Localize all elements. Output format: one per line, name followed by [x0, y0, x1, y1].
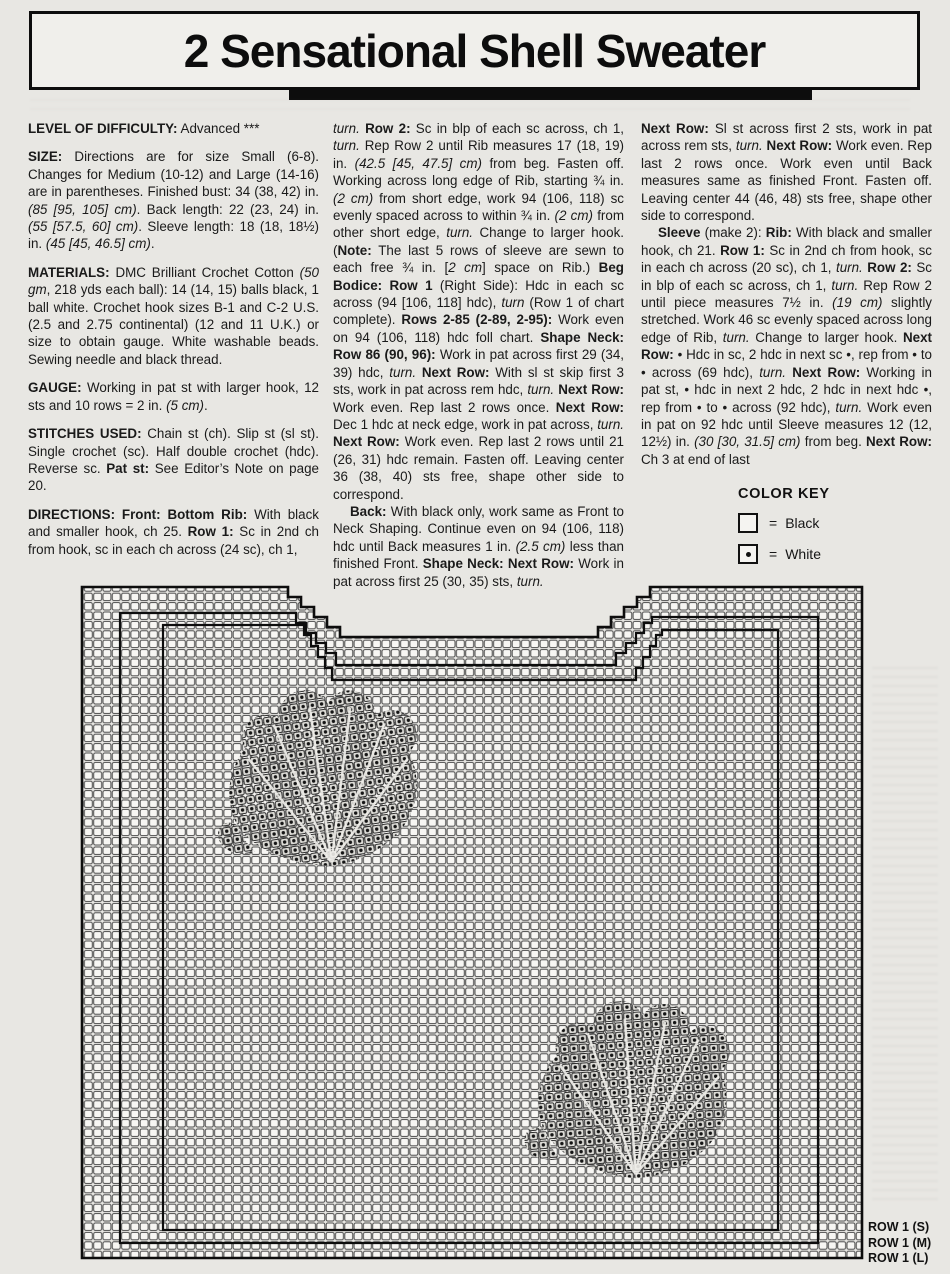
color-key-item-black — [738, 513, 830, 533]
paragraph: SIZE: Directions are for size Small (6-8). Changes for Medium (10-12) and Large (14-16) are in parentheses. Finished bust: 34 (38, 42) in. (85 [95, 105] cm). Back length: 22 (23, 24) in. (55 [57.5, 60] cm). Sleeve length: 18 (18, 18½) in. (45 [45, 46.5] cm). — [28, 149, 319, 252]
color-key-label-black: Black — [785, 515, 820, 531]
paragraph: MATERIALS: DMC Brilliant Crochet Cotton (50 gm, 218 yds each ball): 14 (14, 15) balls black, 1 ball white. Crochet hook sizes B-1 and C-2 U.S. (2.5 and 2.75 continental) (12 and 11 U.K.) or size to obtain gauge. White washable beads. Sewing needle and black thread. — [28, 264, 319, 367]
color-key-title: COLOR KEY — [738, 486, 830, 502]
paragraph: Next Row: Sl st across first 2 sts, work in pat across rem sts, turn. Next Row: Work even. Rep last 2 rows once. Work even until Back measures same as finished Front. Fasten off. Leaving center 44 (46, 48) sts free, shape other side to correspond. — [641, 121, 932, 224]
row1-small-label: ROW 1 (S) — [868, 1220, 930, 1234]
instructions-column-3 — [641, 120, 932, 468]
chart-garment-silhouette — [82, 587, 862, 1258]
color-key-label-white: White — [785, 546, 821, 562]
equals-sign: = — [769, 515, 778, 531]
page-title-box — [29, 11, 920, 90]
black-stitch-symbol-icon — [738, 513, 758, 533]
row1-large-label: ROW 1 (L) — [868, 1251, 929, 1265]
instructions-column-1 — [28, 120, 319, 558]
paragraph: GAUGE: Working in pat st with larger hook, 12 sts and 10 rows = 2 in. (5 cm). — [28, 380, 319, 413]
page-bleed-through — [30, 96, 910, 110]
page-bleed-through — [872, 660, 938, 1200]
paragraph: Sleeve (make 2): Rib: With black and smaller hook, ch 21. Row 1: Sc in 2nd ch from hook, sc in each ch across (20 sc), ch 1, turn. Row 2: Sc in blp of each sc across, ch 1, turn. Rep Row 2 until piece measures 7½ in. (19 cm) slightly stretched. Work 46 sc evenly spaced across long edge of Rib, turn. Change to larger hook. Next Row: • Hdc in sc, 2 hdc in next sc •, rep from • to • across (69 hdc), turn. Next Row: Working in pat st, • hdc in next 2 hdc, 2 hdc in next hdc •, rep from • to • across (92 hdc), turn. Work even in pat on 92 hdc until Sleeve measures 12 (12, 12½) in. (30 [30, 31.5] cm) from beg. Next Row: Ch 3 at end of last — [641, 225, 933, 467]
paragraph: turn. Row 2: Sc in blp of each sc across, ch 1, turn. Rep Row 2 until Rib measures 17 (18, 19) in. (42.5 [45, 47.5] cm) from beg. Fasten off. Working across long edge of Rib, starting ¾ in. (2 cm) from short edge, work 94 (106, 118) sc evenly spaced across to within ¾ in. (2 cm) from other short edge, turn. Change to larger hook. (Note: The last 5 rows of sleeve are sewn to each free ¾ in. [2 cm] space on Rib.) Beg Bodice: Row 1 (Right Side): Hdc in each sc across (94 [106, 118] hdc), turn (Row 1 of chart complete). Rows 2-85 (2-89, 2-95): Work even on 94 (106, 118) hdc foll chart. Shape Neck: Row 86 (90, 96): Work in pat across first 29 (34, 39) hdc, turn. Next Row: With sl st skip first 3 sts, work in pat across rem hdc, turn. Next Row: Work even. Rep last 2 rows once. Next Row: Dec 1 hdc at neck edge, work in pat across, turn. Next Row: Work even. Rep last 2 rows until 21 (26, 31) hdc remain. Fasten off. Leaving center 36 (38, 40) sts free, shape other side to correspond. — [333, 121, 625, 502]
stitch-chart — [0, 556, 950, 1274]
equals-sign: = — [769, 546, 778, 562]
row1-medium-label: ROW 1 (M) — [868, 1236, 932, 1250]
page-title: 2 Sensational Shell Sweater — [183, 24, 766, 77]
paragraph: STITCHES USED: Chain st (ch). Slip st (sl st). Single crochet (sc). Half double crochet (hdc). Reverse sc. Pat st: See Editor’s Note on page 20. — [28, 426, 319, 494]
paragraph: DIRECTIONS: Front: Bottom Rib: With black and smaller hook, ch 25. Row 1: Sc in 2nd ch from hook, sc in each ch across (24 sc), ch 1, — [28, 506, 319, 557]
paragraph: LEVEL OF DIFFICULTY: Advanced *** — [28, 121, 260, 136]
paragraph: Back: With black only, work same as Front to Neck Shaping. Continue even on 94 (106, 118) hdc until Back measures 1 in. (2.5 cm) less than finished Front. Shape Neck: Next Row: Work in pat across first 25 (30, 35) sts, turn. — [333, 503, 624, 589]
color-key — [738, 486, 830, 564]
instructions-column-2 — [333, 120, 624, 590]
